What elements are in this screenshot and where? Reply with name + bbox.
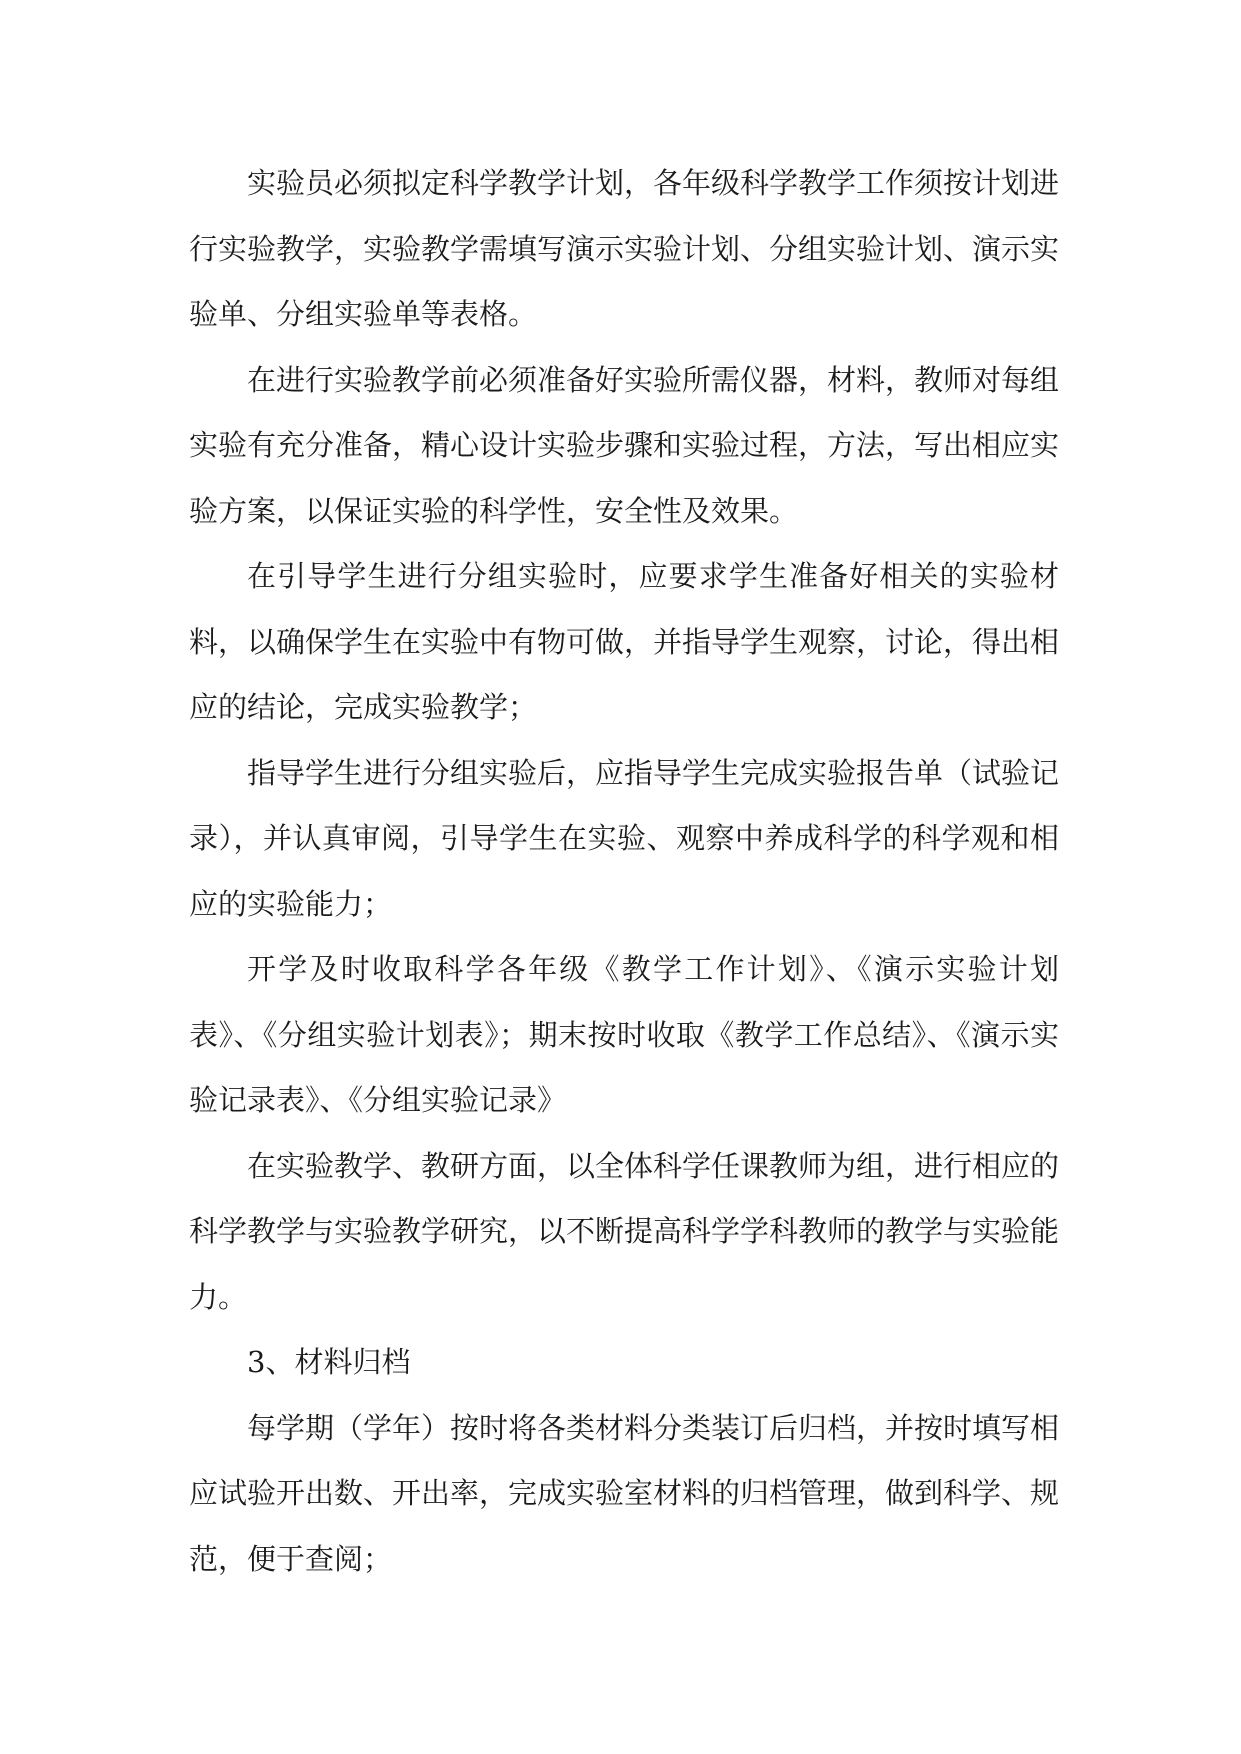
paragraph-lab-report: 指导学生进行分组实验后，应指导学生完成实验报告单（试验记录），并认真审阅，引导学生在实验、观察中养成科学的科学观和相应的实验能力； xyxy=(189,755,1060,921)
paragraph-teaching-research: 在实验教学、教研方面，以全体科学任课教师为组，进行相应的科学教学与实验教学研究，以不断提高科学学科教师的教学与实验能力。 xyxy=(189,1148,1060,1314)
section-heading: 3、材料归档 xyxy=(247,1345,411,1379)
paragraph-preparation: 在进行实验教学前必须准备好实验所需仪器，材料，教师对每组实验有充分准备，精心设计实验步骤和实验过程，方法，写出相应实验方案，以保证实验的科学性，安全性及效果。 xyxy=(189,362,1060,528)
document-body xyxy=(189,151,1059,1592)
paragraph-group-experiments: 在引导学生进行分组实验时，应要求学生准备好相关的实验材料，以确保学生在实验中有物可做，并指导学生观察，讨论，得出相应的结论，完成实验教学； xyxy=(189,559,1060,724)
paragraph-collect-plans: 开学及时收取科学各年级《教学工作计划》、《演示实验计划表》、《分组实验计划表》；期末按时收取《教学工作总结》、《演示实验记录表》、《分组实验记录》 xyxy=(189,952,1059,1117)
paragraph-lesson-plan: 实验员必须拟定科学教学计划，各年级科学教学工作须按计划进行实验教学，实验教学需填写演示实验计划、分组实验计划、演示实验单、分组实验单等表格。 xyxy=(189,166,1060,331)
paragraph-archiving: 每学期（学年）按时将各类材料分类装订后归档，并按时填写相应试验开出数、开出率，完成实验室材料的归档管理，做到科学、规范，便于查阅； xyxy=(189,1410,1060,1576)
